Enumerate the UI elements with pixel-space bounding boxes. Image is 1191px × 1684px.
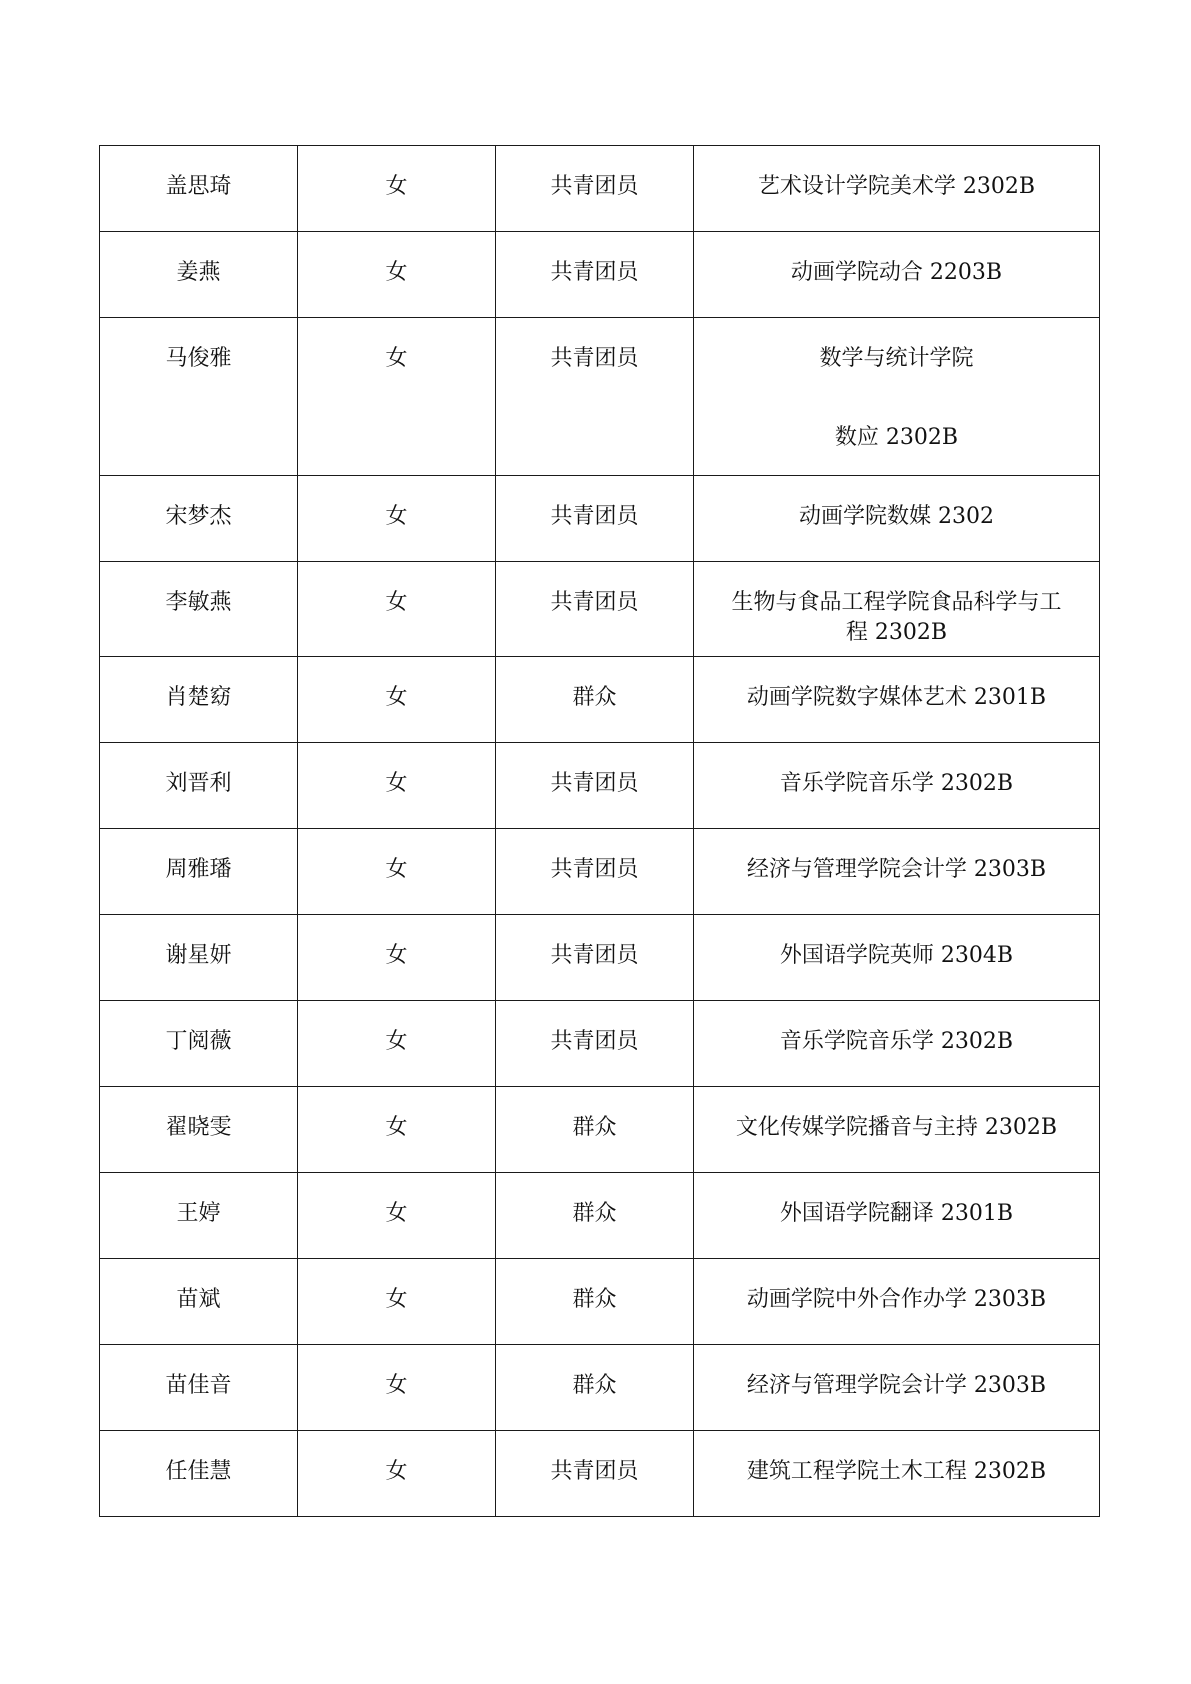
class-unit-cell: 经济与管理学院会计学 2303B bbox=[694, 829, 1100, 915]
gender-cell: 女 bbox=[298, 1345, 496, 1431]
class-unit-line-1: 数学与统计学院 bbox=[819, 346, 974, 371]
gender-cell: 女 bbox=[298, 232, 496, 318]
class-unit-cell: 动画学院中外合作办学 2303B bbox=[694, 1259, 1100, 1345]
class-unit-cell bbox=[694, 318, 1100, 476]
table-row bbox=[100, 1087, 1100, 1173]
name-cell: 马俊雅 bbox=[100, 318, 298, 476]
class-unit-cell: 文化传媒学院播音与主持 2302B bbox=[694, 1087, 1100, 1173]
class-unit-cell bbox=[694, 562, 1100, 657]
table-row bbox=[100, 1431, 1100, 1517]
table-row bbox=[100, 146, 1100, 232]
table-row bbox=[100, 1173, 1100, 1259]
gender-cell: 女 bbox=[298, 476, 496, 562]
table-row bbox=[100, 1001, 1100, 1087]
political-status-cell: 共青团员 bbox=[496, 829, 694, 915]
class-unit-cell: 外国语学院英师 2304B bbox=[694, 915, 1100, 1001]
political-status-cell: 共青团员 bbox=[496, 1431, 694, 1517]
name-cell: 周雅璠 bbox=[100, 829, 298, 915]
gender-cell: 女 bbox=[298, 915, 496, 1001]
table-row bbox=[100, 915, 1100, 1001]
gender-cell: 女 bbox=[298, 1001, 496, 1087]
class-unit-line-1: 生物与食品工程学院食品科学与工 bbox=[731, 590, 1062, 615]
name-cell: 谢星妍 bbox=[100, 915, 298, 1001]
political-status-cell: 共青团员 bbox=[496, 915, 694, 1001]
political-status-cell: 群众 bbox=[496, 1087, 694, 1173]
class-unit-cell: 艺术设计学院美术学 2302B bbox=[694, 146, 1100, 232]
gender-cell: 女 bbox=[298, 1173, 496, 1259]
political-status-cell: 共青团员 bbox=[496, 476, 694, 562]
class-unit-line-2: 程 2302B bbox=[845, 620, 948, 645]
class-unit-line-2: 数应 2302B bbox=[834, 425, 959, 450]
name-cell: 苗斌 bbox=[100, 1259, 298, 1345]
name-cell: 肖楚窈 bbox=[100, 657, 298, 743]
class-unit-cell: 音乐学院音乐学 2302B bbox=[694, 1001, 1100, 1087]
political-status-cell: 群众 bbox=[496, 657, 694, 743]
class-unit-cell: 经济与管理学院会计学 2303B bbox=[694, 1345, 1100, 1431]
table-row bbox=[100, 743, 1100, 829]
name-cell: 刘晋利 bbox=[100, 743, 298, 829]
table-row bbox=[100, 1345, 1100, 1431]
table-row bbox=[100, 318, 1100, 476]
table-row bbox=[100, 232, 1100, 318]
name-cell: 李敏燕 bbox=[100, 562, 298, 657]
political-status-cell: 共青团员 bbox=[496, 146, 694, 232]
table-row bbox=[100, 1259, 1100, 1345]
gender-cell: 女 bbox=[298, 1259, 496, 1345]
table-row bbox=[100, 562, 1100, 657]
name-cell: 任佳慧 bbox=[100, 1431, 298, 1517]
gender-cell: 女 bbox=[298, 562, 496, 657]
gender-cell: 女 bbox=[298, 743, 496, 829]
name-cell: 王婷 bbox=[100, 1173, 298, 1259]
political-status-cell: 共青团员 bbox=[496, 318, 694, 476]
gender-cell: 女 bbox=[298, 1087, 496, 1173]
name-cell: 苗佳音 bbox=[100, 1345, 298, 1431]
class-unit-cell: 外国语学院翻译 2301B bbox=[694, 1173, 1100, 1259]
gender-cell: 女 bbox=[298, 146, 496, 232]
table-row bbox=[100, 657, 1100, 743]
gender-cell: 女 bbox=[298, 318, 496, 476]
class-unit-cell: 建筑工程学院土木工程 2302B bbox=[694, 1431, 1100, 1517]
class-unit-cell: 音乐学院音乐学 2302B bbox=[694, 743, 1100, 829]
political-status-cell: 共青团员 bbox=[496, 562, 694, 657]
table-row bbox=[100, 829, 1100, 915]
political-status-cell: 共青团员 bbox=[496, 1001, 694, 1087]
class-unit-cell: 动画学院数媒 2302 bbox=[694, 476, 1100, 562]
political-status-cell: 群众 bbox=[496, 1173, 694, 1259]
political-status-cell: 群众 bbox=[496, 1259, 694, 1345]
name-cell: 丁阅薇 bbox=[100, 1001, 298, 1087]
gender-cell: 女 bbox=[298, 829, 496, 915]
name-cell: 宋梦杰 bbox=[100, 476, 298, 562]
member-table bbox=[99, 145, 1100, 1517]
name-cell: 翟晓雯 bbox=[100, 1087, 298, 1173]
class-unit-cell: 动画学院数字媒体艺术 2301B bbox=[694, 657, 1100, 743]
name-cell: 姜燕 bbox=[100, 232, 298, 318]
political-status-cell: 共青团员 bbox=[496, 743, 694, 829]
name-cell: 盖思琦 bbox=[100, 146, 298, 232]
gender-cell: 女 bbox=[298, 657, 496, 743]
political-status-cell: 群众 bbox=[496, 1345, 694, 1431]
class-unit-cell: 动画学院动合 2203B bbox=[694, 232, 1100, 318]
political-status-cell: 共青团员 bbox=[496, 232, 694, 318]
table-row bbox=[100, 476, 1100, 562]
gender-cell: 女 bbox=[298, 1431, 496, 1517]
